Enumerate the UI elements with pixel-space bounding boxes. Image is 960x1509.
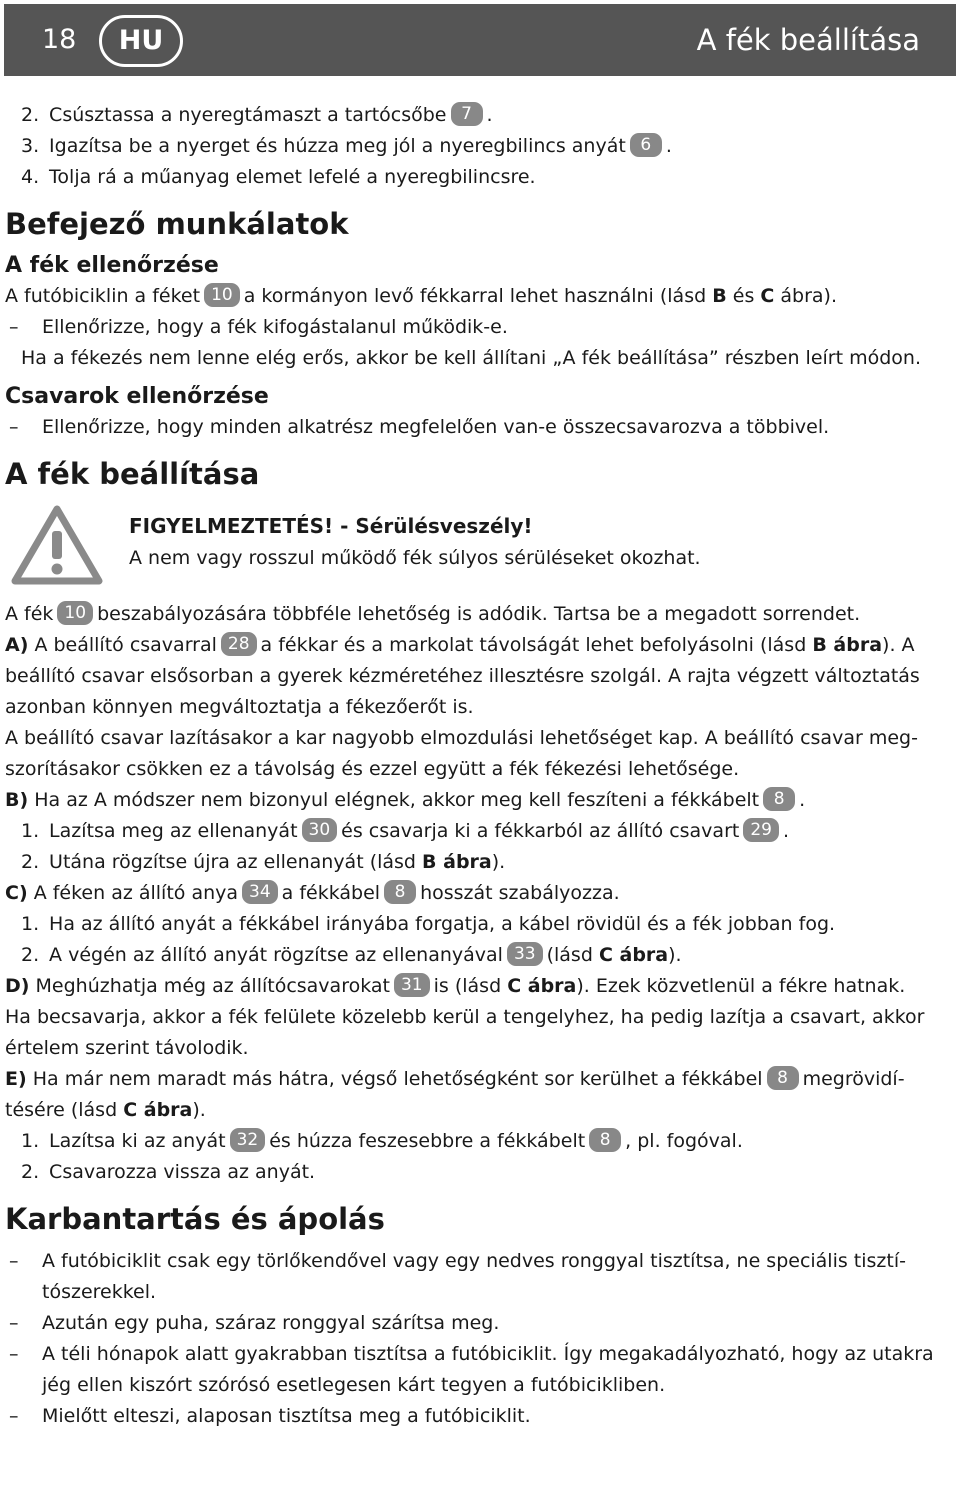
brake-check-note: Ha a fékezés nem lenne elég erős, akkor be kell állítani „A fék beállítása” részben leírt módon.: [21, 347, 921, 369]
method-e-step-2: 2. Csavarozza vissza az anyát.: [21, 1161, 316, 1183]
screws-heading: Csavarok ellenőrzése: [5, 384, 269, 409]
method-b: B) Ha az A módszer nem bizonyul elégnek, akkor meg kell feszíteni a fékkábelt 8 .: [5, 789, 806, 811]
part-number-badge: 33: [507, 942, 543, 966]
method-a-line3: azonban könnyen megváltoztatja a fékezőerőt is.: [5, 696, 474, 718]
part-number-badge: 8: [763, 787, 795, 811]
method-d: D) Meghúzhatja még az állítócsavarokat 31 is (lásd C ábra). Ezek közvetlenül a fékre hatnak.: [5, 975, 906, 997]
part-number-badge: 28: [221, 632, 257, 656]
method-b-step-2: 2. Utána rögzítse újra az ellenanyát (lásd B ábra).: [21, 851, 506, 873]
brake-check-bullet: – Ellenőrizze, hogy a fék kifogástalanul működik-e.: [5, 312, 950, 343]
brake-adjust-heading: A fék beállítása: [5, 457, 260, 491]
part-number-badge: 30: [302, 818, 338, 842]
method-d-para2-line2: értelem szerint távolodik.: [5, 1037, 249, 1059]
brake-check-heading: A fék ellenőrzése: [5, 253, 219, 278]
step-2: 2. Csúsztassa a nyeregtámaszt a tartócsőbe 7 .: [21, 104, 493, 126]
adjust-intro: A fék 10 beszabályozására többféle lehetőség is adódik. Tartsa be a megadott sorrendet.: [5, 603, 861, 625]
language-badge: HU: [99, 15, 183, 67]
maintenance-bullet: – A futóbiciklit csak egy törlőkendővel vagy egy nedves ronggyal tisztítsa, ne speciális tisztí-tószerekkel.: [5, 1246, 950, 1308]
screws-bullet: – Ellenőrizze, hogy minden alkatrész megfelelően van-e összecsavarozva a többivel.: [5, 412, 950, 443]
warning-text: A nem vagy rosszul működő fék súlyos sérüléseket okozhat.: [129, 547, 701, 569]
part-number-badge: 32: [230, 1128, 266, 1152]
step-4: 4. Tolja rá a műanyag elemet lefelé a nyeregbilincsre.: [21, 166, 536, 188]
part-number-badge: 34: [242, 880, 278, 904]
method-e-step-1: 1. Lazítsa ki az anyát 32 és húzza feszesebbre a fékkábelt 8 , pl. fogóval.: [21, 1130, 743, 1152]
method-e-line2: tésére (lásd C ábra).: [5, 1099, 206, 1121]
method-c-step-2: 2. A végén az állító anyát rögzítse az ellenanyával 33 (lásd C ábra).: [21, 944, 682, 966]
step-3: 3. Igazítsa be a nyerget és húzza meg jól a nyeregbilincs anyát 6 .: [21, 135, 672, 157]
part-number-badge: 29: [743, 818, 779, 842]
method-a-line1: A) A beállító csavarral 28 a fékkar és a markolat távolságát lehet befolyásolni (lásd B ábra). A: [5, 634, 915, 656]
method-a-line2: beállító csavar elsősorban a gyerek kézméretéhez illesztésre szolgál. A rajta végzett változtatás: [5, 665, 920, 687]
method-a-para2-line1: A beállító csavar lazításakor a kar nagyobb elmozdulási lehetőséget kap. A beállító csavar meg-: [5, 727, 918, 749]
warning-title: FIGYELMEZTETÉS! - Sérülésveszély!: [129, 514, 533, 538]
finishing-heading: Befejező munkálatok: [5, 207, 349, 241]
part-number-badge: 8: [384, 880, 416, 904]
maintenance-bullet: – Azután egy puha, száraz ronggyal szárítsa meg.: [5, 1308, 950, 1339]
part-number-badge: 10: [57, 601, 93, 625]
page-number: 18: [42, 24, 77, 55]
method-b-step-1: 1. Lazítsa meg az ellenanyát 30 és csavarja ki a fékkarból az állító csavart 29 .: [21, 820, 790, 842]
method-c: C) A féken az állító anya 34 a fékkábel 8 hosszát szabályozza.: [5, 882, 620, 904]
maintenance-bullet: – A téli hónapok alatt gyakrabban tisztítsa a futóbiciklit. Így megakadályozható, hogy az utakra jég ellen kiszórt szórósó esetlegesen kárt tegyen a futóbicikliben.: [5, 1339, 950, 1401]
part-number-badge: 10: [204, 283, 240, 307]
part-number-badge: 8: [589, 1128, 621, 1152]
warning-block: [5, 505, 950, 593]
method-a-para2-line2: szorításakor csökken ez a távolság és ezzel együtt a fék fékezési lehetősége.: [5, 758, 740, 780]
part-number-badge: 6: [630, 133, 662, 157]
brake-check-intro: A futóbiciklin a féket 10 a kormányon levő fékkarral lehet használni (lásd B és C ábra).: [5, 285, 838, 307]
part-number-badge: 31: [394, 973, 430, 997]
warning-triangle-icon: [11, 505, 103, 585]
page-header: [4, 4, 956, 76]
part-number-badge: 8: [767, 1066, 799, 1090]
maintenance-heading: Karbantartás és ápolás: [5, 1202, 385, 1236]
method-e: E) Ha már nem maradt más hátra, végső lehetőségként sor kerülhet a fékkábel 8 megrövidí-: [5, 1068, 905, 1090]
method-d-para2-line1: Ha becsavarja, akkor a fék felülete közelebb kerül a tengelyhez, ha pedig lazítja a csavart, akkor: [5, 1006, 925, 1028]
maintenance-bullet: – Mielőtt elteszi, alaposan tisztítsa meg a futóbiciklit.: [5, 1401, 950, 1432]
part-number-badge: 7: [451, 102, 483, 126]
method-c-step-1: 1. Ha az állító anyát a fékkábel irányába forgatja, a kábel rövidül és a fék jobban fog.: [21, 913, 836, 935]
header-title: A fék beállítása: [696, 23, 920, 57]
page-content: [5, 100, 950, 1432]
